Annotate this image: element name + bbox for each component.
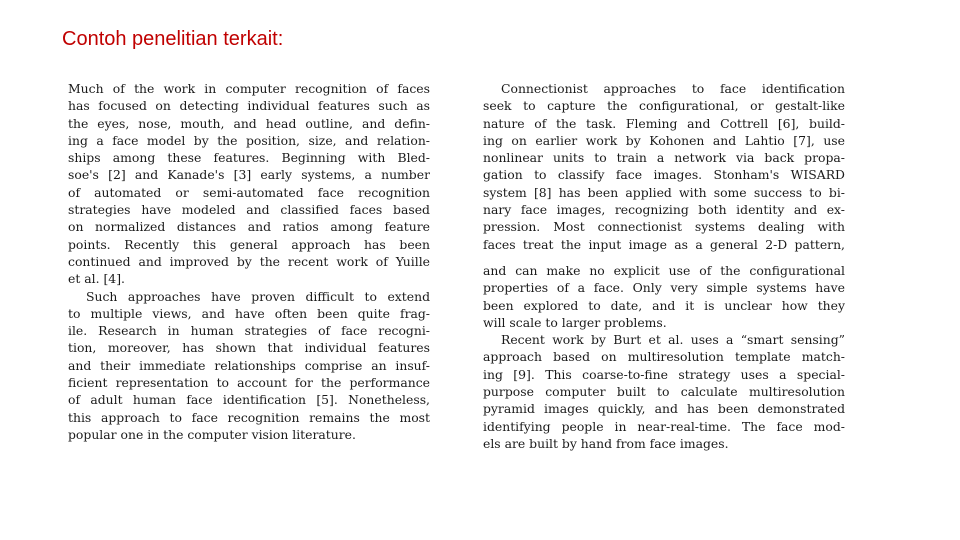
text-line: els are built by hand from face images. (483, 435, 729, 451)
text-line: seek to capture the configurational, or gestalt-like (483, 98, 845, 114)
text-line: ing [9]. This coarse-to-fine strategy uses a special- (483, 366, 845, 382)
text-line: of automated or semi-automated face recognition (68, 184, 430, 200)
text-line: ile. Research in human strategies of face recogni- (68, 323, 430, 339)
text-line: nonlinear units to train a network via back propa- (483, 150, 845, 166)
text-line: ing on earlier work by Kohonen and Lahtio [7], use (483, 132, 845, 148)
text-line: ficient representation to account for the performance (68, 375, 430, 391)
text-line: gation to classify face images. Stonham's WISARD (483, 167, 845, 183)
text-line: points. Recently this general approach has been (68, 236, 430, 252)
text-line: Recent work by Burt et al. uses a “smart sensing” (501, 332, 845, 348)
text-line: identifying people in near-real-time. The face mod- (483, 418, 845, 434)
text-line: popular one in the computer vision literature. (68, 426, 356, 442)
text-line: pyramid images quickly, and has been demonstrated (483, 401, 845, 417)
text-line: ships among these features. Beginning with Bled- (68, 150, 430, 166)
text-line: properties of a face. Only very simple systems have (483, 280, 845, 296)
text-line: ing a face model by the position, size, and relation- (68, 132, 430, 148)
text-line: and their immediate relationships comprise an insuf- (68, 357, 430, 373)
text-line: approach based on multiresolution template match- (483, 349, 845, 365)
text-line: faces treat the input image as a general 2-D pattern, (483, 236, 845, 252)
text-line: Much of the work in computer recognition of faces (68, 81, 430, 96)
text-line: this approach to face recognition remains the most (68, 409, 430, 425)
text-line: of adult human face identification [5]. Nonetheless, (68, 392, 430, 408)
text-line: et al. [4]. (68, 271, 125, 287)
text-line: purpose computer built to calculate multiresolution (483, 384, 845, 400)
text-line: on normalized distances and ratios among feature (68, 219, 430, 235)
text-line: and can make no explicit use of the configurational (483, 262, 845, 278)
text-line: pression. Most connectionist systems dealing with (483, 219, 845, 235)
text-line: soe's [2] and Kanade's [3] early systems, a number (68, 167, 430, 183)
text-line: the eyes, nose, mouth, and head outline, and defin- (68, 115, 430, 131)
column-break-gap (483, 253, 845, 262)
text-line: Connectionist approaches to face identification (501, 81, 845, 96)
text-line: tion, moreover, has shown that individual features (68, 340, 430, 356)
text-line: has focused on detecting individual features such as (68, 98, 430, 114)
text-line: continued and improved by the recent work of Yuille (68, 253, 430, 269)
paper-excerpt-right-column (483, 80, 845, 452)
text-line: will scale to larger problems. (483, 314, 667, 330)
text-line: strategies have modeled and classified faces based (68, 202, 430, 218)
text-line: nature of the task. Fleming and Cottrell [6], build- (483, 115, 845, 131)
text-line: been explored to date, and it is unclear how they (483, 297, 845, 313)
text-line: nary face images, recognizing both identity and ex- (483, 202, 845, 218)
text-line: system [8] has been applied with some success to bi- (483, 184, 845, 200)
text-line: Such approaches have proven difficult to extend (86, 288, 430, 304)
slide-title: Contoh penelitian terkait: (62, 28, 284, 50)
text-line: to multiple views, and have often been quite frag- (68, 305, 430, 321)
paper-excerpt-left-column (68, 80, 430, 443)
